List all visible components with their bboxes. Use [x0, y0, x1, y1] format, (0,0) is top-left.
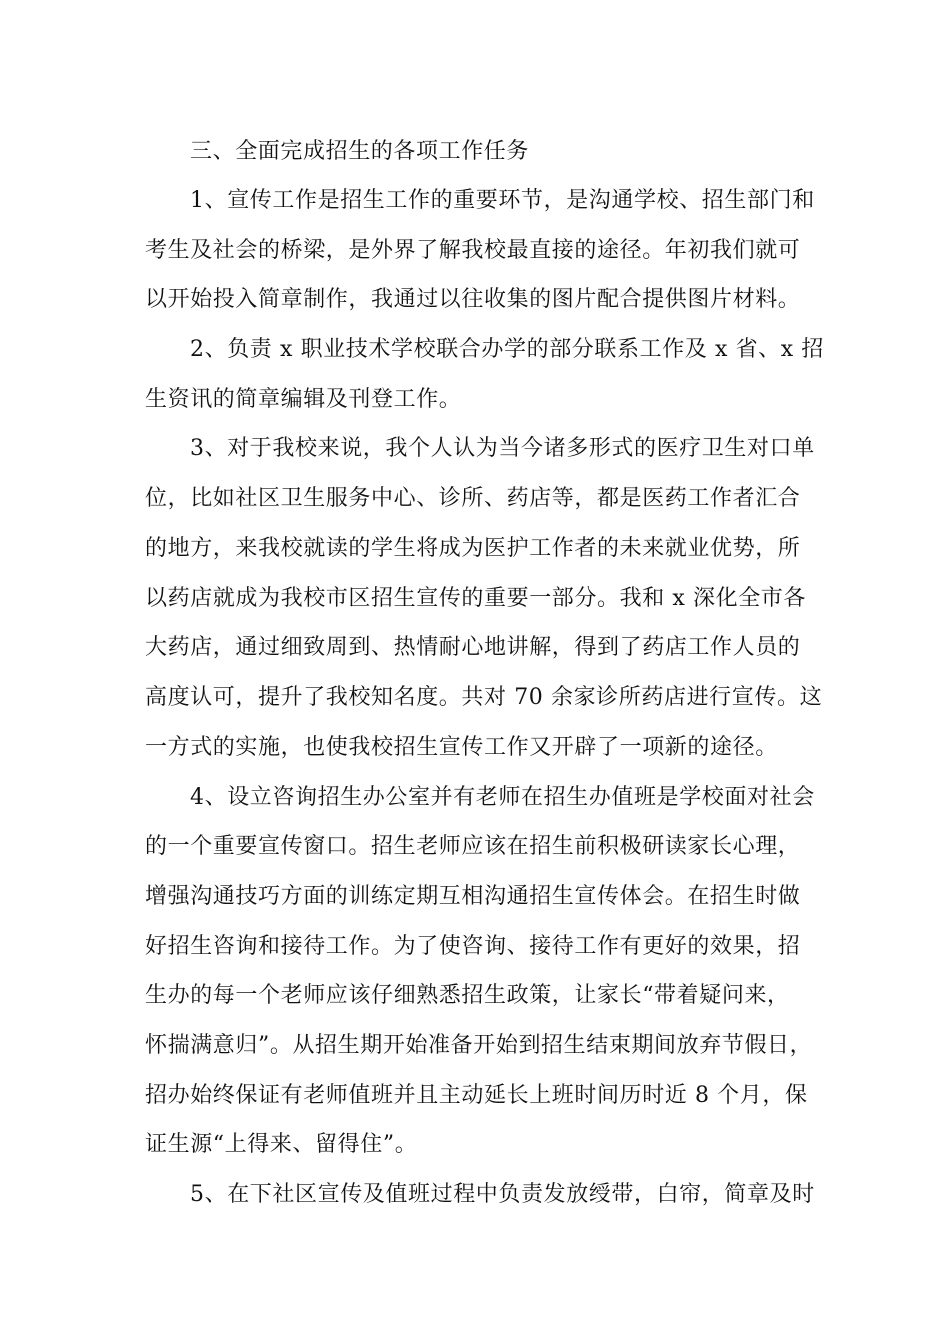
paragraph-line: 怀揣满意归”。从招生期开始准备开始到招生结束期间放弃节假日，	[145, 1033, 813, 1058]
paragraph-line: 好招生咨询和接待工作。为了使咨询、接待工作有更好的效果，招	[145, 934, 801, 959]
paragraph-line: 考生及社会的桥梁，是外界了解我校最直接的途径。年初我们就可	[145, 238, 801, 263]
paragraph-line: 大药店，通过细致周到、热情耐心地讲解，得到了药店工作人员的	[145, 635, 801, 660]
paragraph-line: 证生源“上得来、留得住”。	[145, 1132, 418, 1157]
paragraph-line: 1、宣传工作是招生工作的重要环节，是沟通学校、招生部门和	[190, 188, 815, 213]
paragraph-line: 位，比如社区卫生服务中心、诊所、药店等，都是医药工作者汇合	[145, 486, 801, 511]
paragraph-line: 生资讯的简章编辑及刊登工作。	[145, 387, 462, 412]
paragraph-line: 增强沟通技巧方面的训练定期互相沟通招生宣传体会。在招生时做	[145, 884, 801, 909]
paragraph-line: 5、在下社区宣传及值班过程中负责发放绶带，白帘，简章及时	[190, 1182, 815, 1207]
paragraph-line: 以药店就成为我校市区招生宣传的重要一部分。我和 x 深化全市各	[145, 586, 806, 611]
paragraph-line: 一方式的实施，也使我校招生宣传工作又开辟了一项新的途径。	[145, 735, 778, 760]
paragraph-line: 2、负责 x 职业技术学校联合办学的部分联系工作及 x 省、x 招	[190, 337, 824, 362]
paragraph-line: 生办的每一个老师应该仔细熟悉招生政策，让家长“带着疑问来，	[145, 983, 790, 1008]
paragraph-line: 高度认可，提升了我校知名度。共对 70 余家诊所药店进行宣传。这	[145, 685, 823, 710]
paragraph-line: 以开始投入简章制作，我通过以往收集的图片配合提供图片材料。	[145, 287, 801, 312]
paragraph-line: 的地方，来我校就读的学生将成为医护工作者的未来就业优势，所	[145, 536, 801, 561]
paragraph-line: 4、设立咨询招生办公室并有老师在招生办值班是学校面对社会	[190, 785, 815, 810]
paragraph-line: 的一个重要宣传窗口。招生老师应该在招生前积极研读家长心理，	[145, 834, 801, 859]
section-heading: 三、全面完成招生的各项工作任务	[190, 139, 530, 164]
paragraph-line: 招办始终保证有老师值班并且主动延长上班时间历时近 8 个月，保	[145, 1083, 808, 1108]
paragraph-line: 3、对于我校来说，我个人认为当今诸多形式的医疗卫生对口单	[190, 436, 815, 461]
